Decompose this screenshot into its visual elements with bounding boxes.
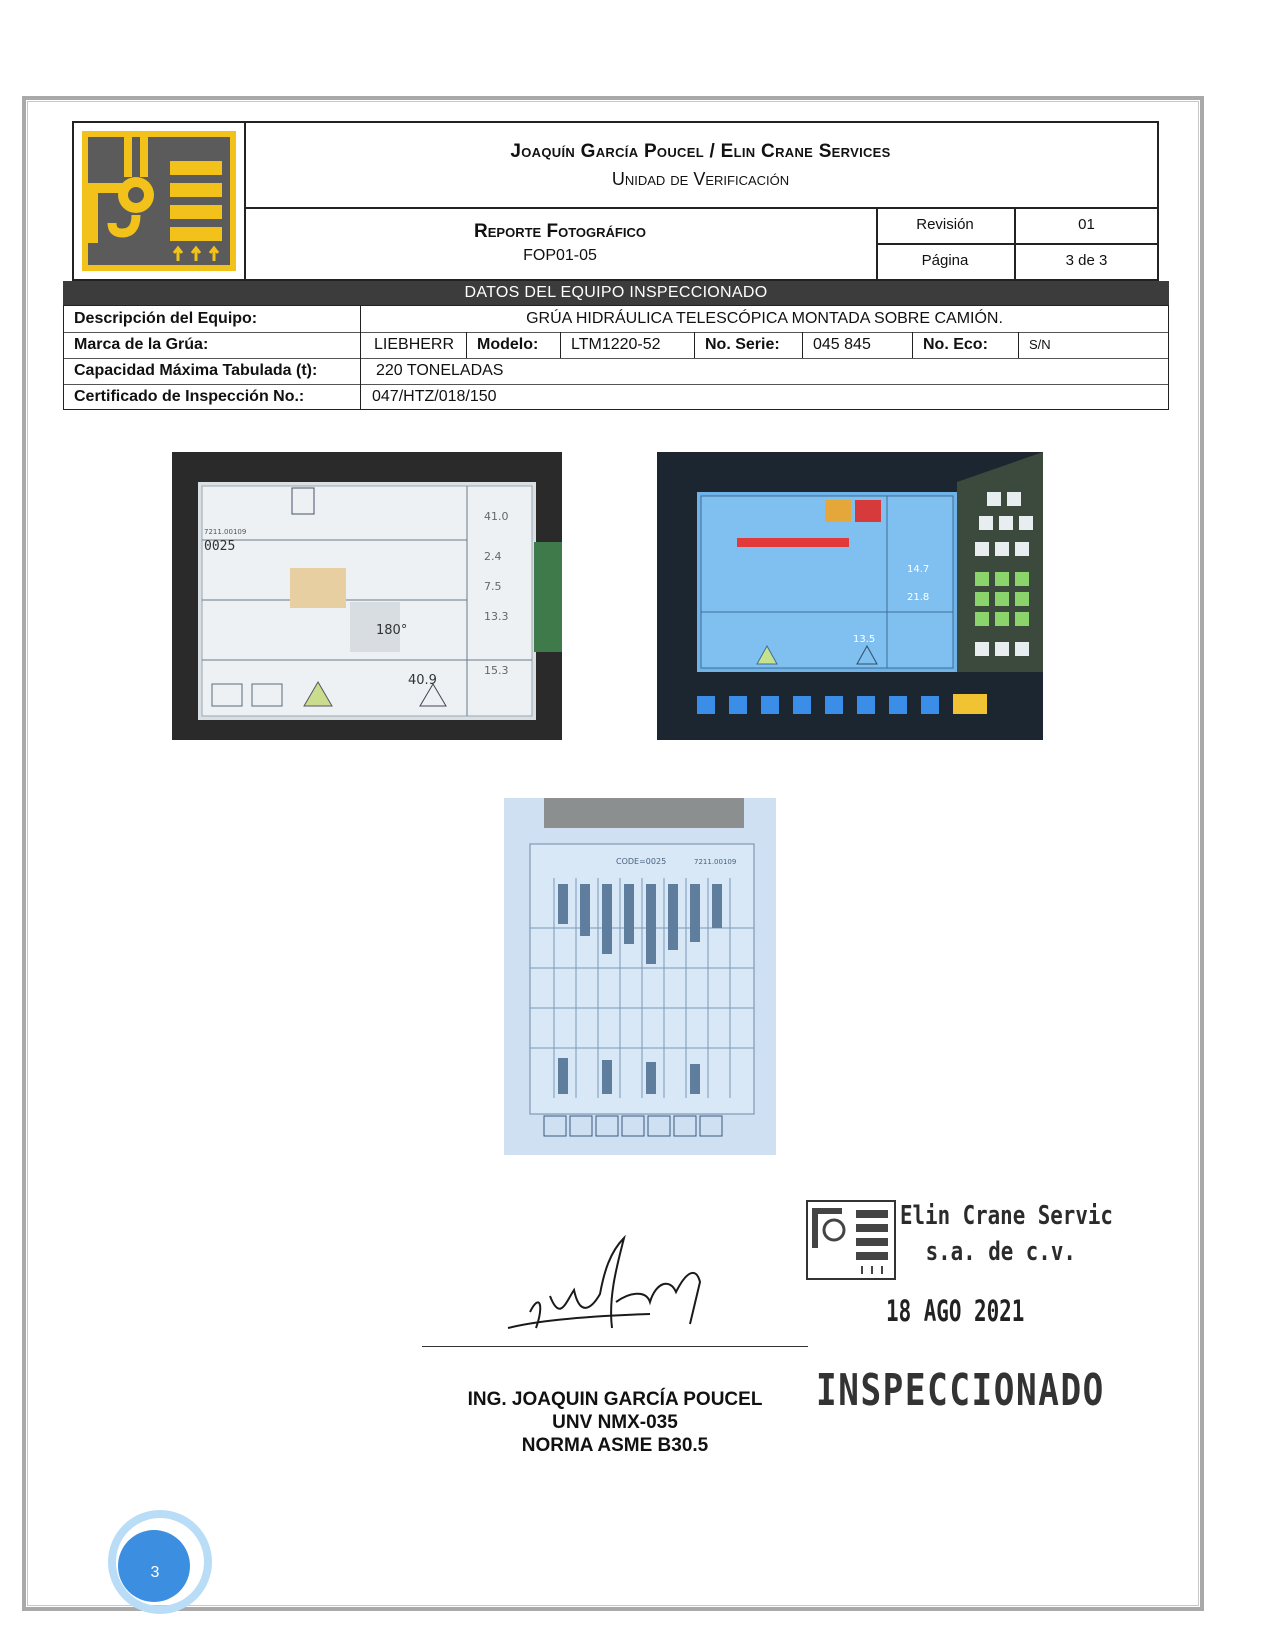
capacity-row <box>64 358 1168 385</box>
eco-value: S/N <box>1018 332 1168 358</box>
stamp-company-logo <box>806 1200 896 1280</box>
document-header <box>72 121 1159 281</box>
revision-value: 01 <box>1078 216 1095 233</box>
revision-label: Revisión <box>876 207 1016 243</box>
stamp-company-line2: s.a. de c.v. <box>925 1237 1076 1267</box>
chart-small-code: 7211.00109 <box>694 858 737 866</box>
capacity-value: 220 TONELADAS <box>376 362 504 379</box>
stamp-company-line1: Elin Crane Servic <box>900 1201 1113 1231</box>
certificate-label: Certificado de Inspección No.: <box>64 384 361 409</box>
organization-title: Joaquín García Poucel / Elin Crane Services <box>510 141 891 162</box>
monitor-small-code: 7211.00109 <box>204 528 247 536</box>
keypad-reading-3: 13.5 <box>853 634 876 645</box>
description-row <box>64 306 1168 333</box>
monitor-reading-1: 41.0 <box>484 510 509 523</box>
revision-page-block <box>876 207 1157 279</box>
title-cell <box>244 123 1157 209</box>
serial-value: 045 845 <box>802 332 912 358</box>
report-cell <box>244 207 878 279</box>
eco-label: No. Eco: <box>912 332 1018 358</box>
page-number-badge <box>106 1508 214 1616</box>
signature-block <box>422 1388 808 1457</box>
equipment-section-title: DATOS DEL EQUIPO INSPECCIONADO <box>63 281 1169 305</box>
verification-unit: Unidad de Verificación <box>611 169 790 189</box>
capacity-label: Capacidad Máxima Tabulada (t): <box>64 358 361 384</box>
logo-cell <box>74 123 246 279</box>
page-label: Página <box>876 243 1016 279</box>
report-code: FOP01-05 <box>523 247 597 264</box>
report-title: Reporte Fotográfico <box>474 221 646 242</box>
monitor-code: 0025 <box>204 539 236 554</box>
revision-row <box>876 207 1157 245</box>
page-number: 3 <box>150 1564 160 1581</box>
monitor-screen-image <box>172 452 562 740</box>
handwritten-signature <box>500 1232 720 1342</box>
model-label: Modelo: <box>466 332 560 358</box>
chart-code: CODE=0025 <box>616 857 667 866</box>
photo-load-chart-screen <box>504 798 776 1155</box>
monitor-reading-2: 2.4 <box>484 550 502 563</box>
signer-unit: UNV NMX-035 <box>552 1412 678 1433</box>
page-row <box>876 243 1157 279</box>
monitor-reading-5: 15.3 <box>484 664 509 677</box>
keypad-reading-1: 14.7 <box>907 564 930 575</box>
page-value: 3 de 3 <box>1065 252 1108 269</box>
crane-company-logo <box>82 131 236 271</box>
serial-label: No. Serie: <box>694 332 802 358</box>
keypad-reading-2: 21.8 <box>907 592 930 603</box>
monitor-load: 40.9 <box>408 673 437 688</box>
model-value: LTM1220-52 <box>560 332 694 358</box>
photo-crane-monitor-1 <box>172 452 562 740</box>
stamp-inspected: INSPECCIONADO <box>816 1365 1105 1416</box>
certificate-row <box>64 384 1168 409</box>
monitor-reading-3: 7.5 <box>484 580 502 593</box>
brand-value: LIEBHERR <box>374 336 455 353</box>
equipment-data-table <box>63 305 1169 410</box>
photo-crane-monitor-2 <box>657 452 1043 740</box>
brand-label: Marca de la Grúa: <box>64 332 361 358</box>
signer-norm: NORMA ASME B30.5 <box>521 1435 709 1456</box>
certificate-value: 047/HTZ/018/150 <box>372 388 497 405</box>
monitor-keypad-image <box>657 452 1043 740</box>
load-chart-image <box>504 798 776 1155</box>
description-value: GRÚA HIDRÁULICA TELESCÓPICA MONTADA SOBRE CAMIÓN. <box>526 310 1003 327</box>
signer-name: ING. JOAQUIN GARCÍA POUCEL <box>467 1389 763 1410</box>
stamp-company-name <box>900 1198 1113 1270</box>
monitor-angle: 180° <box>376 623 408 638</box>
monitor-reading-4: 13.3 <box>484 610 509 623</box>
description-label: Descripción del Equipo: <box>64 306 361 332</box>
signature-line <box>422 1346 808 1347</box>
brand-row <box>64 332 1168 359</box>
stamp-date: 18 AGO 2021 <box>886 1294 1025 1328</box>
